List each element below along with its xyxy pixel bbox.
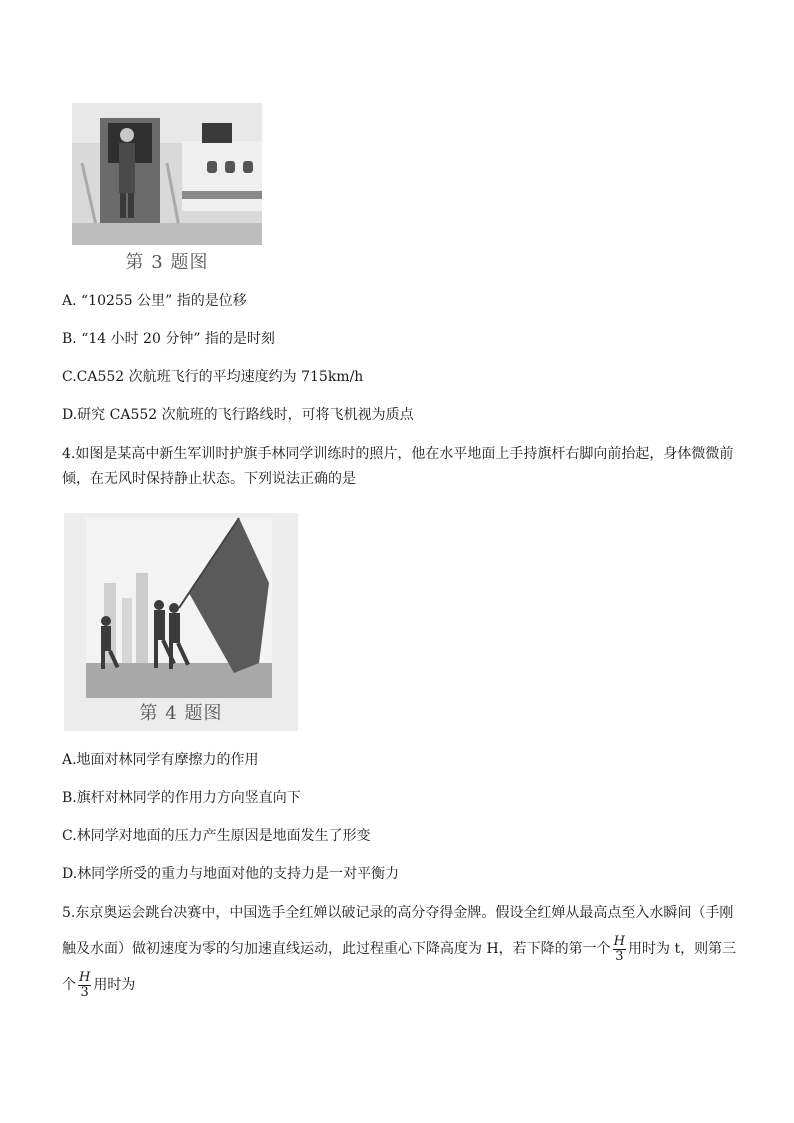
q5-line2-text-after: 用时为 t，则第三: [628, 941, 737, 957]
q4-option-d: D.林同学所受的重力与地面对他的支持力是一对平衡力: [62, 866, 400, 882]
q3-option-c: C.CA552 次航班飞行的平均速度约为 715km/h: [62, 369, 364, 385]
figure-3: [72, 103, 262, 273]
fraction-numerator: H: [613, 933, 626, 949]
figure-4-caption: 第 4 题图: [139, 703, 223, 724]
h-over-3-fraction: [613, 935, 626, 964]
h-over-3-fraction: [78, 971, 91, 1000]
q5-line3-text-after: 用时为: [93, 977, 136, 993]
figure-4: [64, 513, 298, 731]
q4-option-a: A.地面对林同学有摩擦力的作用: [62, 752, 259, 768]
q5-line3: [62, 968, 734, 1002]
q5-line2-text-before: 触及水面）做初速度为零的匀加速直线运动，此过程重心下降高度为 H，若下降的第一个: [62, 941, 611, 957]
fraction-denominator: 3: [80, 984, 89, 1000]
q4-option-c: C.林同学对地面的压力产生原因是地面发生了形变: [62, 828, 371, 844]
q5-line2: [62, 932, 737, 966]
q3-option-a: A. “10255 公里” 指的是位移: [62, 293, 247, 309]
figure-3-photo: [72, 103, 262, 245]
q5-line3-text-before: 个: [62, 977, 76, 993]
q4-stem-line2: 倾，在无风时保持静止状态。下列说法正确的是: [62, 471, 356, 487]
figure-3-caption: 第 3 题图: [125, 252, 209, 273]
flag-icon: [202, 123, 232, 143]
fraction-numerator: H: [79, 969, 91, 985]
q4-stem-line1: 4.如图是某高中新生军训时护旗手林同学训练时的照片，他在水平地面上手持旗杆右脚向前抬起，身体微微前: [62, 446, 734, 462]
q3-option-d: D.研究 CA552 次航班的飞行路线时，可将飞机视为质点: [62, 407, 414, 423]
q3-option-b: B. “14 小时 20 分钟” 指的是时刻: [62, 331, 275, 347]
q5-line1: 5.东京奥运会跳台决赛中，中国选手全红婵以破记录的高分夺得金牌。假设全红婵从最高点至入水瞬间（手刚: [62, 905, 734, 921]
fraction-denominator: 3: [615, 948, 624, 964]
q4-option-b: B.旗杆对林同学的作用力方向竖直向下: [62, 790, 301, 806]
